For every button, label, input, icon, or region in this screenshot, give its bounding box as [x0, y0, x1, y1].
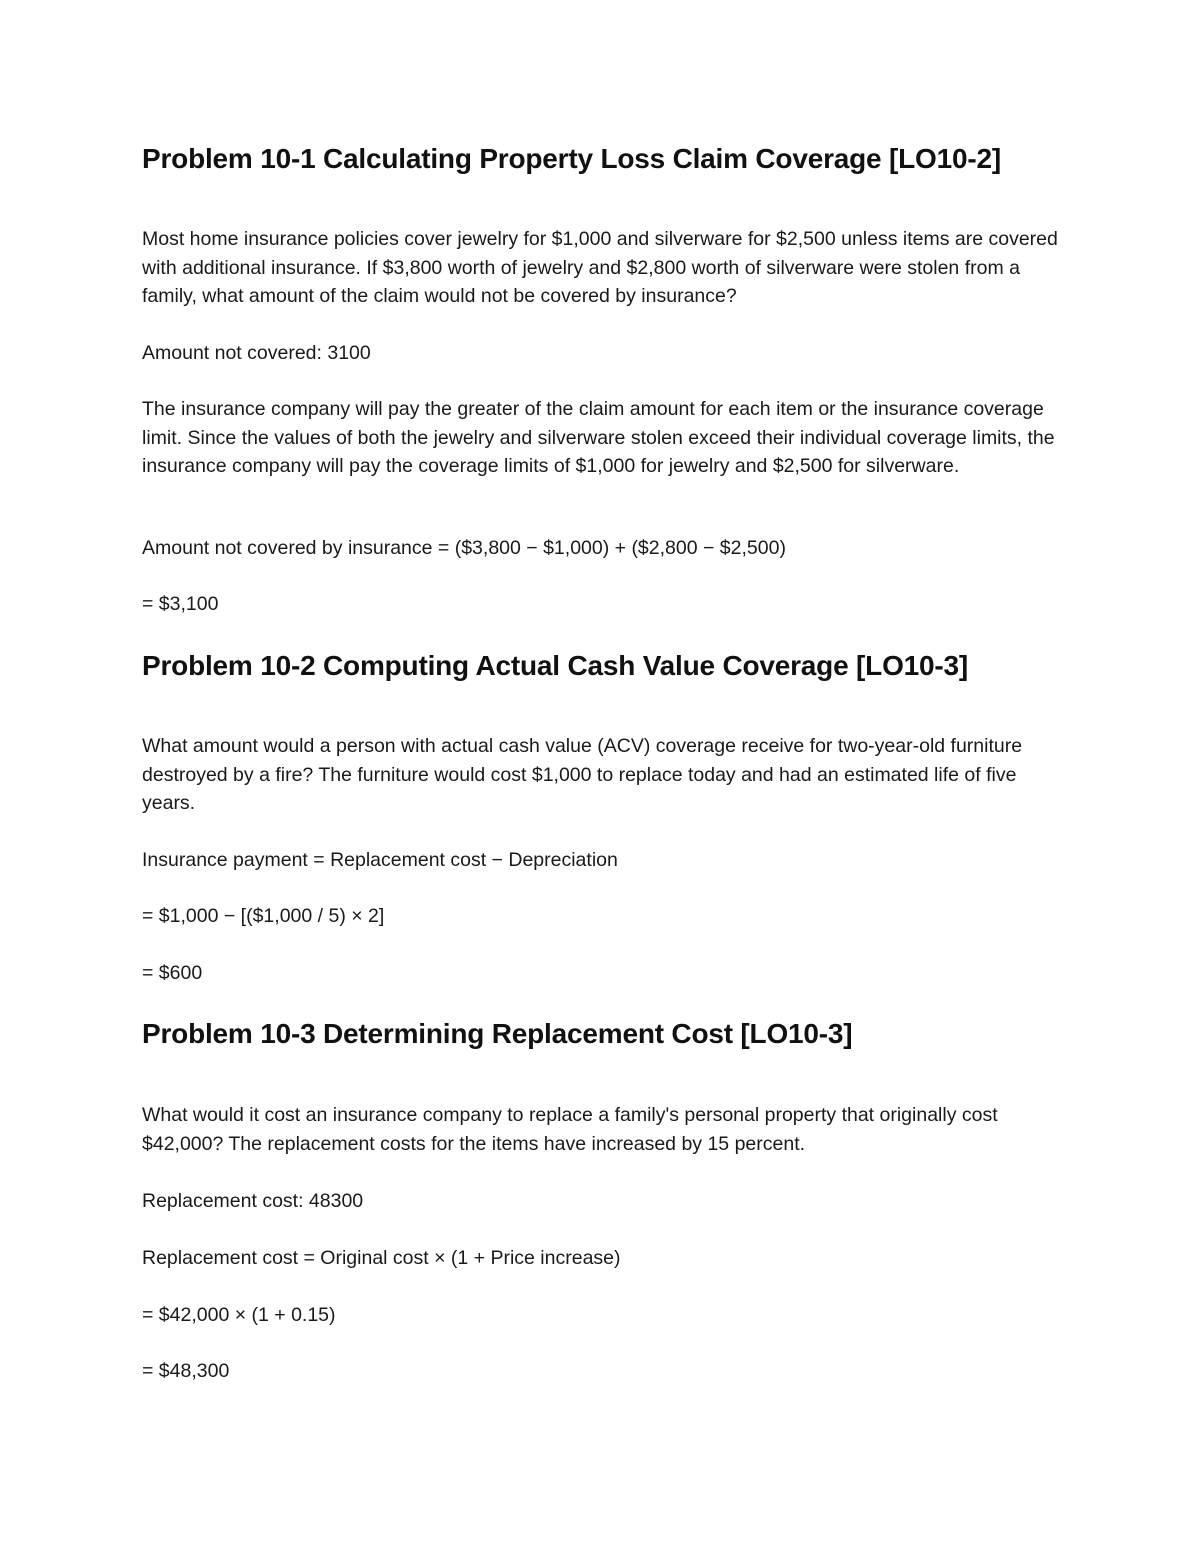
problem-2-question: What amount would a person with actual cash value (ACV) coverage receive for two-year-old furniture destroyed by a fire? The furniture would cost $1,000 to replace today and had an estimated life of five years.: [142, 735, 1023, 814]
problem-2-result: = $600: [142, 962, 203, 984]
problem-1-result: = $3,100: [142, 593, 219, 615]
problem-1-question: Most home insurance policies cover jewelry for $1,000 and silverware for $2,500 unless items are covered with additional insurance. If $3,800 worth of jewelry and $2,800 worth of silverware were stolen from a family, what amount of the claim would not be covered by insurance?: [142, 228, 1058, 307]
problem-1-answer: Amount not covered: 3100: [142, 342, 371, 364]
problem-3-question: What would it cost an insurance company to replace a family's personal property that originally cost $42,000? The replacement costs for the items have increased by 15 percent.: [142, 1104, 998, 1155]
problem-1-explanation: The insurance company will pay the greater of the claim amount for each item or the insurance coverage limit. Since the values of both the jewelry and silverware stolen exceed their individual coverage limits, the insurance company will pay the coverage limits of $1,000 for jewelry and $2,500 for silverware.: [142, 398, 1055, 477]
problem-1-title: Problem 10-1 Calculating Property Loss Claim Coverage [LO10-2]: [142, 143, 1001, 174]
problem-2-title: Problem 10-2 Computing Actual Cash Value Coverage [LO10-3]: [142, 650, 969, 681]
problem-3-step: = $42,000 × (1 + 0.15): [142, 1304, 336, 1326]
problem-3-result: = $48,300: [142, 1360, 230, 1382]
problem-2-step: = $1,000 − [($1,000 / 5) × 2]: [142, 905, 385, 927]
problem-3-formula: Replacement cost = Original cost × (1 + Price increase): [142, 1247, 621, 1269]
problem-3-title: Problem 10-3 Determining Replacement Cost [LO10-3]: [142, 1018, 853, 1049]
problem-3-answer: Replacement cost: 48300: [142, 1190, 364, 1212]
problem-2-formula: Insurance payment = Replacement cost − Depreciation: [142, 849, 618, 871]
problem-1-formula: Amount not covered by insurance = ($3,800 − $1,000) + ($2,800 − $2,500): [142, 537, 786, 559]
